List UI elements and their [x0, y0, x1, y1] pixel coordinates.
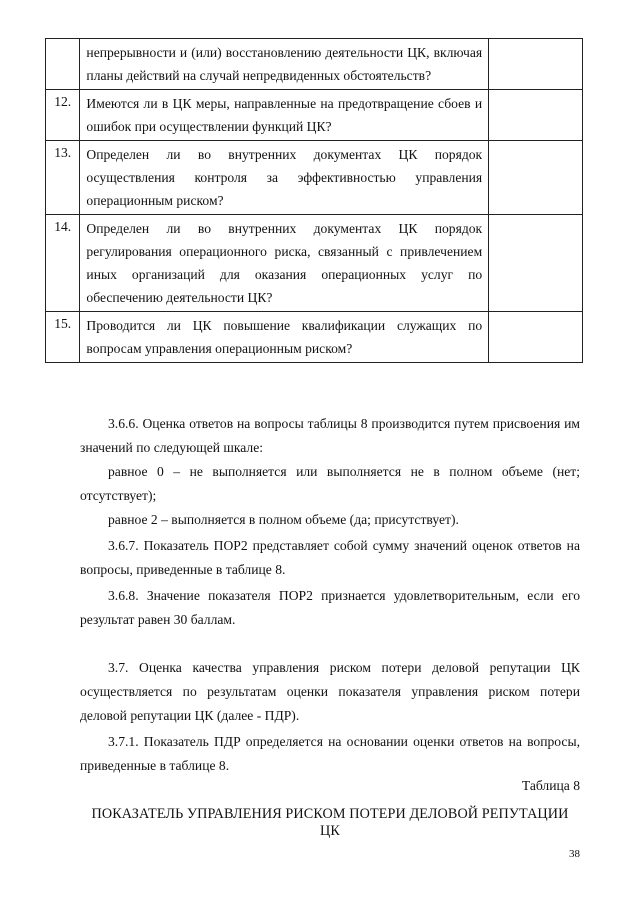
row-question: Имеются ли в ЦК меры, направленные на предотвращение сбоев и ошибок при осуществлении функций ЦК? [80, 90, 489, 141]
table-row [46, 90, 583, 141]
row-answer-cell [489, 39, 583, 90]
row-answer-cell [489, 312, 583, 363]
paragraph-3-6-8: 3.6.8. Значение показателя ПОР2 признается удовлетворительным, если его результат равен 30 баллам. [80, 588, 580, 627]
row-answer-cell [489, 90, 583, 141]
table-row [46, 215, 583, 312]
row-number: 13. [46, 141, 80, 215]
paragraph-3-7-1: 3.7.1. Показатель ПДР определяется на основании оценки ответов на вопросы, приведенные в таблице 8. [80, 734, 580, 773]
table-title: ПОКАЗАТЕЛЬ УПРАВЛЕНИЯ РИСКОМ ПОТЕРИ ДЕЛОВОЙ РЕПУТАЦИИ ЦК [91, 806, 569, 839]
row-answer-cell [489, 141, 583, 215]
table-row [46, 39, 583, 90]
paragraph-scale-two: равное 2 – выполняется в полном объеме (да; присутствует). [108, 512, 459, 527]
table-row [46, 141, 583, 215]
paragraph-scale-zero: равное 0 – не выполняется или выполняется не в полном объеме (нет; отсутствует); [80, 464, 580, 503]
table-row [46, 312, 583, 363]
questions-table [45, 38, 583, 363]
page-number: 38 [569, 848, 580, 860]
row-number: 12. [46, 90, 80, 141]
row-question: Определен ли во внутренних документах ЦК порядок осуществления контроля за эффективностью управления операционным риском? [80, 141, 489, 215]
row-number: 14. [46, 215, 80, 312]
paragraph-3-6-6: 3.6.6. Оценка ответов на вопросы таблицы 8 производится путем присвоения им значений по следующей шкале: [80, 416, 580, 455]
table-label: Таблица 8 [521, 778, 580, 793]
row-answer-cell [489, 215, 583, 312]
row-question: Проводится ли ЦК повышение квалификации служащих по вопросам управления операционным риском? [80, 312, 489, 363]
paragraph-3-7: 3.7. Оценка качества управления риском потери деловой репутации ЦК осуществляется по результатам оценки показателя управления риском потери деловой репутации ЦК (далее - ПДР). [80, 660, 580, 723]
row-question: Определен ли во внутренних документах ЦК порядок регулирования операционного риска, связанный с привлечением иных организаций для оказания операционных услуг по обеспечению деятельности ЦК? [80, 215, 489, 312]
paragraph-3-6-7: 3.6.7. Показатель ПОР2 представляет собой сумму значений оценок ответов на вопросы, приведенные в таблице 8. [80, 538, 580, 577]
row-number [46, 39, 80, 90]
row-question: непрерывности и (или) восстановлению деятельности ЦК, включая планы действий на случай непредвиденных обстоятельств? [80, 39, 489, 90]
row-number: 15. [46, 312, 80, 363]
